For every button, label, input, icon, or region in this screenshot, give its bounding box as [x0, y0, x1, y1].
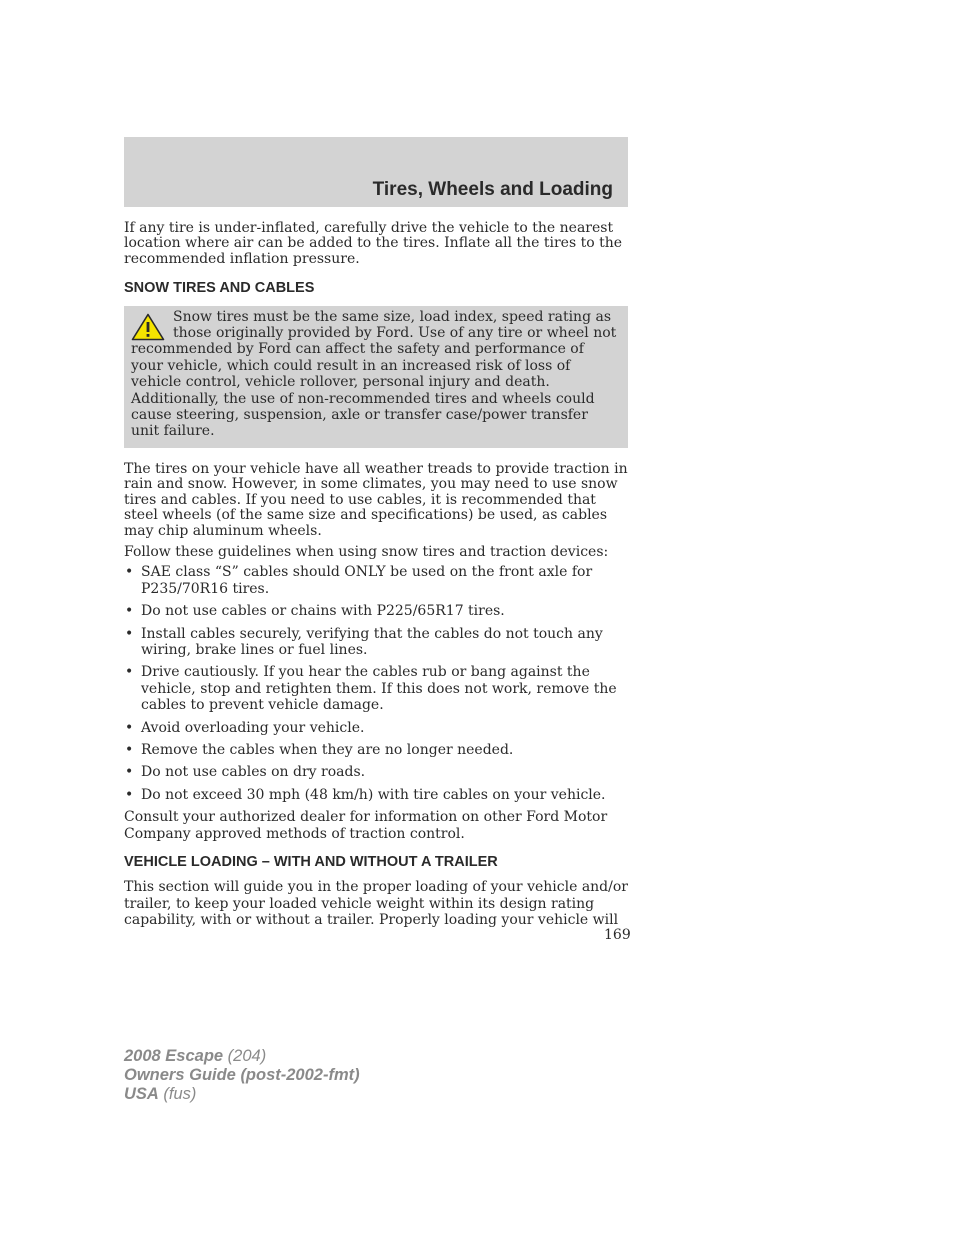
list-item [124, 787, 628, 803]
footer-line-model [124, 1047, 360, 1066]
bullet-dot: • [125, 719, 134, 736]
list-item-text: Do not use cables on dry roads. [141, 764, 366, 781]
list-item-text: Install cables securely, verifying that the cables do not touch any wiring, brake lines or fuel lines. [141, 625, 603, 658]
list-item [124, 626, 628, 659]
bullet-dot: • [125, 664, 134, 681]
weather-paragraph: The tires on your vehicle have all weather treads to provide traction in rain and snow. However, in some climates, you may need to use snow tires and cables. If you need to use cables, it is recommended that steel wheels (of the same size and specifications) be used, as cables may chip aluminum wheels. [124, 460, 628, 539]
list-item-text: Do not use cables or chains with P225/65R17 tires. [141, 603, 505, 620]
guidelines-intro: Follow these guidelines when using snow tires and traction devices: [124, 543, 609, 560]
list-item-text: SAE class “S” cables should ONLY be used on the front axle for P235/70R16 tires. [141, 564, 593, 597]
loading-paragraph: This section will guide you in the proper loading of your vehicle and/or trailer, to keep your loaded vehicle weight within its design rating capability, with or without a trailer. Properly loading your vehicle will [124, 879, 628, 929]
footer-market-code: (fus) [158, 1085, 197, 1103]
warning-box [124, 306, 628, 448]
bullet-dot: • [125, 764, 134, 781]
guidelines-list [124, 564, 628, 803]
list-item [124, 742, 628, 758]
bullet-dot: • [125, 603, 134, 620]
list-item [124, 720, 628, 736]
page-content [124, 221, 628, 929]
footer-model-code: (204) [223, 1047, 267, 1065]
list-item [124, 764, 628, 780]
bullet-dot: • [125, 786, 134, 803]
warning-triangle-icon [131, 313, 165, 341]
chapter-title: Tires, Wheels and Loading [372, 179, 613, 200]
snow-tires-heading: SNOW TIRES AND CABLES [124, 280, 315, 297]
footer-guide: Owners Guide (post-2002-fmt) [124, 1066, 360, 1084]
bullet-dot: • [125, 625, 134, 642]
vehicle-loading-heading: VEHICLE LOADING – WITH AND WITHOUT A TRAILER [124, 854, 498, 870]
footer-model: 2008 Escape [124, 1047, 224, 1065]
footer-market: USA [124, 1085, 159, 1103]
list-item-text: Avoid overloading your vehicle. [141, 719, 365, 736]
page-number: 169 [604, 927, 631, 943]
list-item-text: Drive cautiously. If you hear the cables rub or bang against the vehicle, stop and retighten them. If this does not work, remove the cables to prevent vehicle damage. [141, 664, 617, 714]
bullet-dot: • [125, 564, 134, 581]
list-item-text: Remove the cables when they are no longer needed. [141, 741, 514, 758]
list-item [124, 564, 628, 597]
document-footer [124, 1047, 360, 1104]
bullet-dot: • [125, 741, 134, 758]
list-item [124, 603, 628, 619]
consult-paragraph: Consult your authorized dealer for information on other Ford Motor Company approved methods of traction control. [124, 809, 608, 842]
intro-paragraph: If any tire is under-inflated, carefully drive the vehicle to the nearest location where air can be added to the tires. Inflate all the tires to the recommended inflation pressure. [124, 220, 623, 267]
warning-text: Snow tires must be the same size, load index, speed rating as those originally provided by Ford. Use of any tire or wheel not recommended by Ford can affect the safety and performance of your vehicle, which could result in an increased risk of loss of vehicle control, vehicle rollover, personal injury and death. Additionally, the use of non-recommended tires and wheels could cause steering, suspension, axle or transfer case/power transfer unit failure. [131, 308, 617, 440]
list-item [124, 664, 628, 713]
chapter-header [124, 137, 628, 207]
footer-line-market [124, 1085, 360, 1104]
list-item-text: Do not exceed 30 mph (48 km/h) with tire cables on your vehicle. [141, 786, 606, 803]
